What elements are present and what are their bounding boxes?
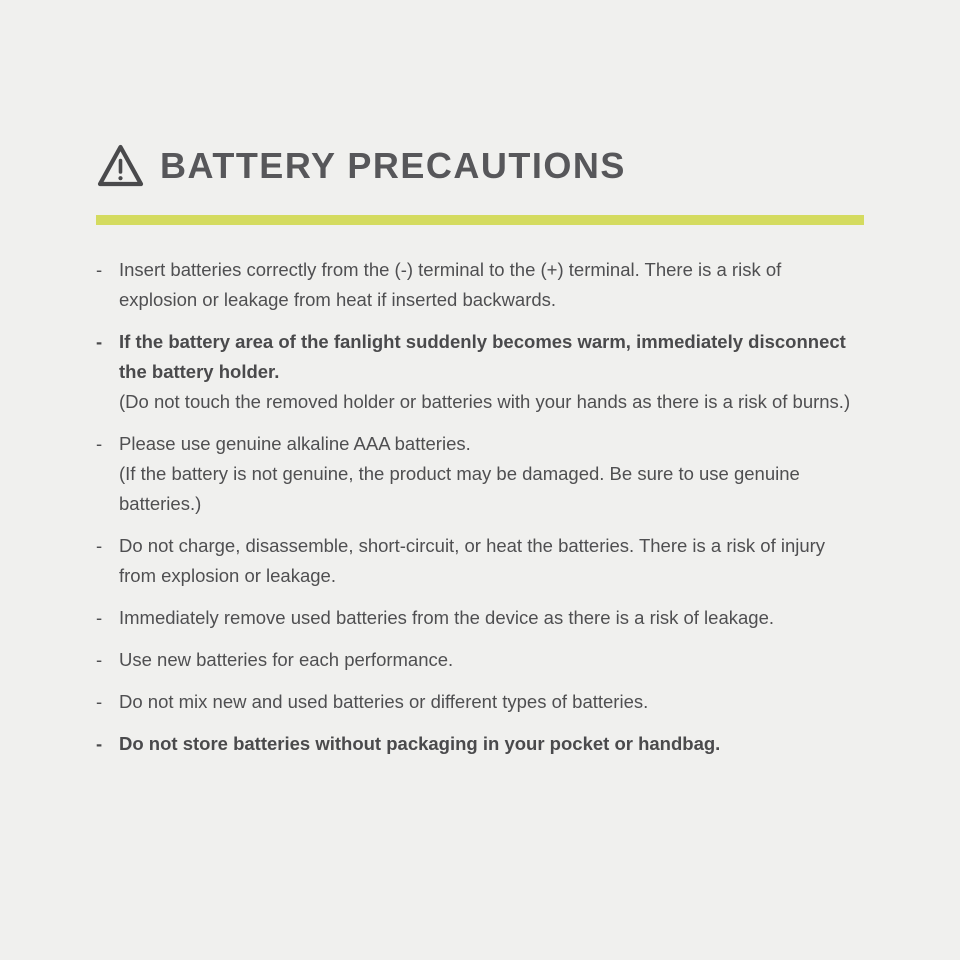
precaution-text: If the battery area of the fanlight suddenly becomes warm, immediately disconnect the battery holder. (Do not touch the removed holder or batteries with your hands as there is a risk of burns.)	[119, 331, 851, 412]
warning-triangle-icon	[96, 143, 145, 189]
precaution-item	[96, 531, 864, 591]
precaution-item	[96, 429, 864, 519]
precaution-text: Insert batteries correctly from the (-) terminal to the (+) terminal. There is a risk of explosion or leakage from heat if inserted backwards.	[119, 259, 782, 310]
bullet-dash: -	[96, 691, 103, 712]
bullet-dash: -	[96, 535, 103, 556]
page-title: BATTERY PRECAUTIONS	[160, 145, 626, 186]
precaution-text: Immediately remove used batteries from the device as there is a risk of leakage.	[119, 607, 774, 628]
precaution-item	[96, 603, 864, 633]
precaution-item	[96, 687, 864, 717]
precaution-text: Do not charge, disassemble, short-circuit, or heat the batteries. There is a risk of injury from explosion or leakage.	[119, 535, 826, 586]
precaution-text: Use new batteries for each performance.	[119, 649, 454, 670]
bullet-dash: -	[96, 649, 103, 670]
precaution-text: Do not store batteries without packaging in your pocket or handbag.	[119, 733, 721, 754]
section-header	[96, 143, 864, 189]
bullet-dash: -	[96, 259, 103, 280]
precautions-list	[96, 255, 864, 759]
bullet-dash: -	[96, 733, 103, 754]
bullet-dash: -	[96, 433, 103, 454]
bullet-dash: -	[96, 607, 103, 628]
bullet-dash: -	[96, 331, 103, 352]
precaution-item	[96, 327, 864, 417]
page-content	[96, 143, 864, 759]
precaution-item	[96, 645, 864, 675]
precaution-text: Do not mix new and used batteries or different types of batteries.	[119, 691, 649, 712]
precaution-text: Please use genuine alkaline AAA batteries. (If the battery is not genuine, the product may be damaged. Be sure to use genuine batteries.)	[119, 433, 800, 514]
precaution-item	[96, 729, 864, 759]
accent-divider	[96, 215, 864, 225]
precaution-item	[96, 255, 864, 315]
